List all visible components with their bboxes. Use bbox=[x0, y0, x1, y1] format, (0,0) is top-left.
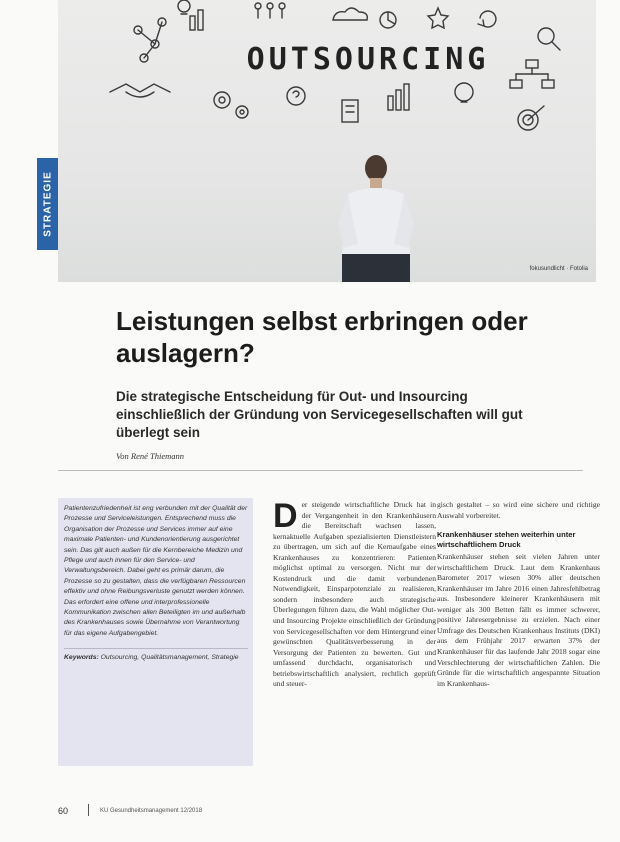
section-heading: Krankenhäuser stehen weiterhin unter wirtschaftlichem Druck bbox=[437, 530, 576, 550]
section-tab-label: STRATEGIE bbox=[42, 171, 53, 237]
page-number: 60 bbox=[58, 806, 69, 816]
keywords-label: Keywords: bbox=[64, 654, 99, 662]
body-text-2: Krankenhäuser stehen seit vielen Jahren unter wirtschaftlichem Druck. Laut dem Krankenhaus Barometer 2017 wiesen 30% aller deutschen Krankenhäuser im Jahre 2016 einen Jahresfehlbetrag aus. Insbesondere kleinerer Krankenhäusern mit weniger als 300 Betten fällt es immer schwerer, positive Jahresergebnisse zu erzielen. Nach einer Umfrage des Deutschen Krankenhaus Instituts (DKI) aus dem Frühjahr 2017 erwarten 37% der Krankenhäuser für das laufende Jahr 2018 sogar eine Verschlechterung der wirtschaftlichen Zahlen. Die Gründe für die wirtschaftlich angespannte Situation im Krankenhaus- bbox=[437, 552, 600, 688]
body-text-2-intro: gisch gestaltet – so wird eine sichere und richtige Auswahl vorbereitet. bbox=[437, 500, 600, 520]
body-column-1 bbox=[273, 497, 436, 690]
abstract-text: Patientenzufriedenheit ist eng verbunden mit der Qualität der Prozesse und Serviceleistungen. Entsprechend muss die Organisation der Prozesse und Services immer auf eine maximale Patienten- und Kundenorientierung ausgerichtet sein. Das gilt auch außen für die Kernbereiche Medizin und Pflege und auch innen für den Service- und Verwaltungsbereich. Dabei geht es primär darum, die Prozesse so zu gestalten, dass die verfügbaren Ressourcen effektiv und ohne Reibungsverluste genutzt werden können. Das erfordert eine offene und interprofessionelle Kommunikation zwischen allen Beteiligten im und außerhalb des Krankenhauses sowie Übernahme von Verantwortung für das eigene Aufgabengebiet. bbox=[64, 505, 248, 637]
abstract-box bbox=[58, 498, 253, 766]
article-title: Leistungen selbst erbringen oder auslagern? bbox=[116, 306, 528, 368]
divider bbox=[58, 470, 583, 471]
businessman-figure bbox=[326, 150, 426, 282]
section-tab bbox=[37, 158, 58, 250]
footer-separator bbox=[88, 804, 89, 816]
body-column-2 bbox=[437, 500, 600, 689]
body-text-1: er steigende wirtschaftliche Druck hat in der Vergangenheit in den Krankenhäusern die Bereitschaft wachsen lassen, kernaktuelle Aufgaben spezialisierten Dienstleistern zu übertragen, um sich auf die Kernaufgabe eines Krankenhauses zu konzentrieren: Patienten möglichst optimal zu versorgen. Nicht nur der Kostendruck und die damit verbundenen Notwendigkeit, Einsparpotenziale zu realisieren, sondern insbesondere auch strategische Überlegungen führen dazu, die Wahl möglicher Out- und Insourcing Projekte einschließlich der Gründung von Servicegesellschaften vor dem Hintergrund einer gewünschten Qualitätsverbesserung in der Versorgung der Patienten zu bewerten. Gut und umfassend durchdacht, organisatorisch und betriebswirtschaftlich analysiert, rechtlich geprüft und steuer- bbox=[273, 500, 436, 689]
article-author: Von René Thiemann bbox=[116, 451, 184, 461]
keywords-list: Outsourcing, Qualitätsmanagement, Strategie bbox=[100, 654, 239, 662]
article-subtitle: Die strategische Entscheidung für Out- und Insourcing einschließlich der Gründung von Servicegesellschaften will gut überlegt sein bbox=[116, 389, 523, 440]
drop-cap: D bbox=[273, 497, 298, 535]
photo-credit: fokusundlicht · Fotolia bbox=[529, 266, 588, 272]
journal-name: KU Gesundheitsmanagement 12/2018 bbox=[100, 808, 203, 814]
keywords bbox=[64, 648, 248, 663]
hero-headline: OUTSOURCING bbox=[246, 42, 490, 77]
hero-image bbox=[58, 0, 596, 282]
